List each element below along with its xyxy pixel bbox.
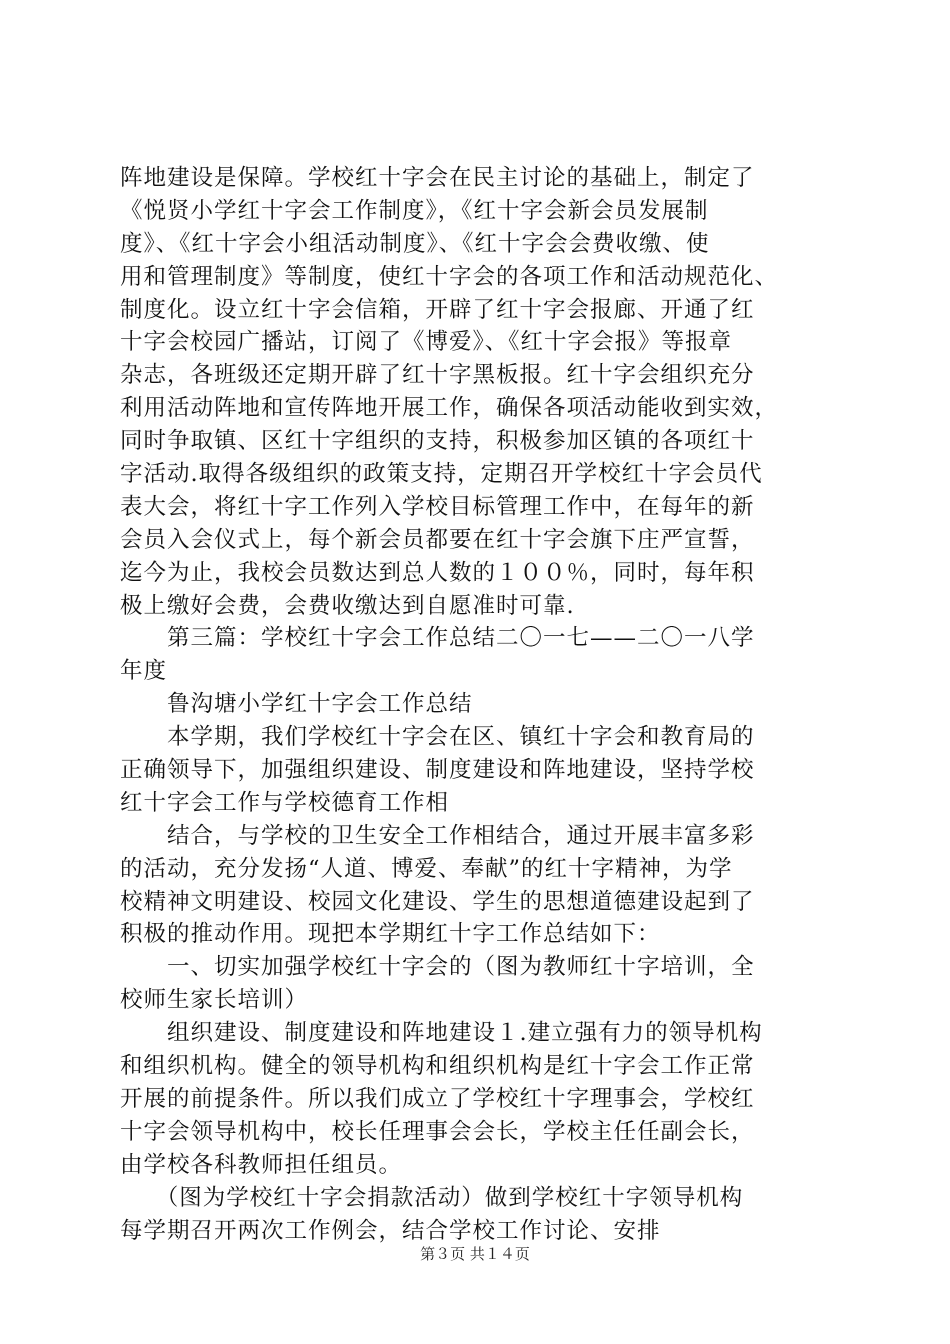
text-line: 极上缴好会费，会费收缴达到自愿准时可靠.	[120, 592, 575, 619]
text-line: 制度化。设立红十字会信箱，开辟了红十字会报廊、开通了红	[120, 296, 755, 323]
text-line: 校师生家长培训）	[120, 987, 309, 1014]
text-line: 组织建设、制度建设和阵地建设１.建立强有力的领导机构	[120, 1020, 763, 1047]
text-line: 利用活动阵地和宣传阵地开展工作，确保各项活动能收到实效，	[120, 395, 779, 422]
text-line: 每学期召开两次工作例会，结合学校工作讨论、安排	[120, 1217, 661, 1244]
text-line: 结合，与学校的卫生安全工作相结合，通过开展丰富多彩	[120, 822, 755, 849]
text-line: 字活动.取得各级组织的政策支持，定期召开学校红十字会员代	[120, 461, 763, 488]
page-number-footer: 第３页 共１４页	[420, 1245, 530, 1263]
text-line: 正确领导下，加强组织建设、制度建设和阵地建设，坚持学校	[120, 757, 755, 784]
document-body	[120, 162, 834, 1247]
text-line: 度》、《红十字会小组活动制度》、《红十字会会费收缴、使	[120, 230, 710, 257]
text-line: 鲁沟塘小学红十字会工作总结	[120, 691, 473, 718]
text-line: 第三篇：学校红十字会工作总结二〇一七——二〇一八学	[120, 625, 755, 652]
text-line: 用和管理制度》等制度，使红十字会的各项工作和活动规范化、	[120, 263, 779, 290]
text-line: 红十字会工作与学校德育工作相	[120, 789, 450, 816]
text-line: 阵地建设是保障。学校红十字会在民主讨论的基础上，制定了	[120, 165, 755, 191]
text-line: （图为学校红十字会捐款活动）做到学校红十字领导机构	[120, 1184, 744, 1211]
text-line: 一、切实加强学校红十字会的（图为教师红十字培训，全	[120, 954, 755, 981]
text-line: 同时争取镇、区红十字组织的支持，积极参加区镇的各项红十	[120, 428, 755, 455]
text-line: 十字会校园广播站，订阅了《博爱》、《红十字会报》等报章	[120, 329, 733, 356]
text-line: 十字会领导机构中，校长任理事会会长，学校主任任副会长，	[120, 1118, 755, 1145]
text-line: 本学期，我们学校红十字会在区、镇红十字会和教育局的	[120, 724, 755, 751]
text-line: 校精神文明建设、校园文化建设、学生的思想道德建设起到了	[120, 888, 755, 915]
text-line: 由学校各科教师担任组员。	[120, 1151, 403, 1178]
text-line: 《悦贤小学红十字会工作制度》，《红十字会新会员发展制	[120, 197, 709, 224]
text-line: 会员入会仪式上，每个新会员都要在红十字会旗下庄严宣誓，	[120, 526, 755, 553]
text-line: 迄今为止，我校会员数达到总人数的１００％，同时，每年积	[120, 559, 755, 586]
text-line: 表大会，将红十字工作列入学校目标管理工作中，在每年的新	[120, 493, 755, 520]
text-line: 和组织机构。健全的领导机构和组织机构是红十字会工作正常	[120, 1053, 755, 1080]
text-line: 积极的推动作用。现把本学期红十字工作总结如下：	[120, 921, 661, 948]
text-line: 杂志，各班级还定期开辟了红十字黑板报。红十字会组织充分	[120, 362, 755, 389]
text-line: 年度	[120, 658, 168, 685]
text-line: 的活动，充分发扬“人道、博爱、奉献”的红十字精神，为学	[120, 855, 733, 882]
text-line: 开展的前提条件。所以我们成立了学校红十字理事会，学校红	[120, 1085, 755, 1112]
